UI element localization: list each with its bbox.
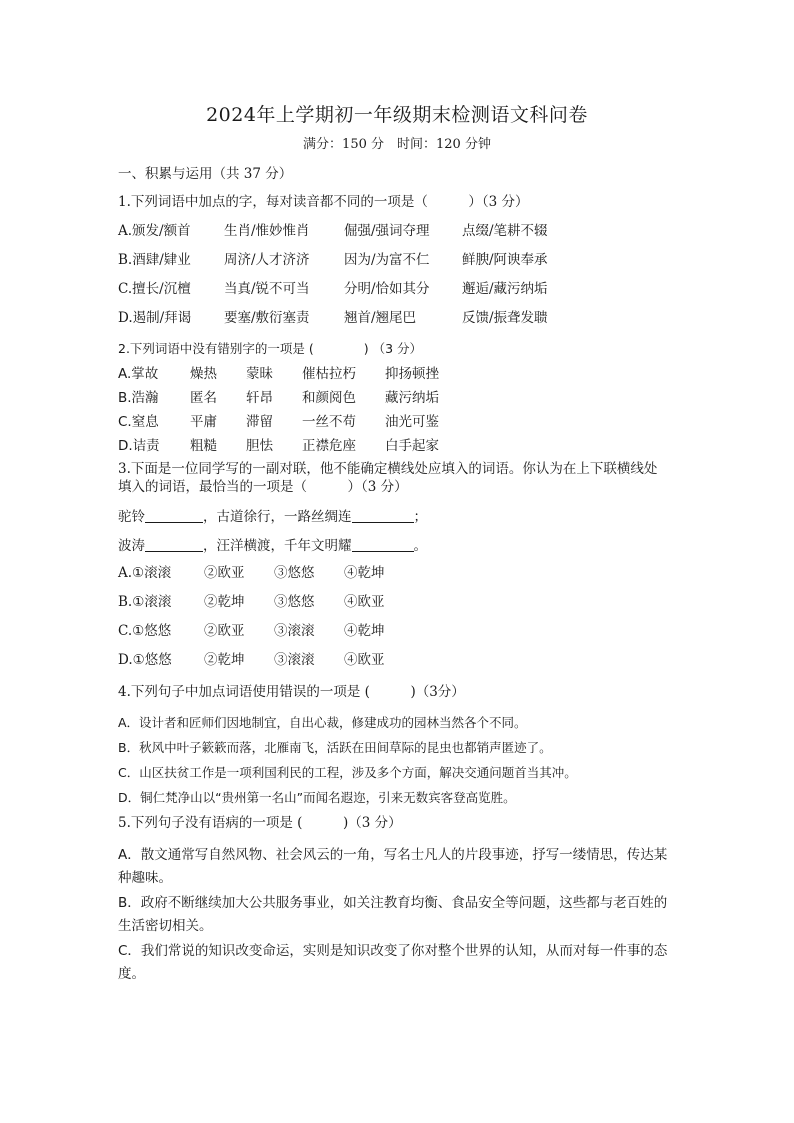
q1-option-cell: 倔强/强词夺理: [344, 223, 430, 239]
q2-option-cell: D.诘责: [118, 438, 160, 454]
q2-option-cell: C.窒息: [118, 414, 159, 430]
q2-option-cell: 粗糙: [190, 438, 217, 454]
couplet-text: 波涛: [118, 538, 145, 554]
q1-option-cell: 鲜腴/阿谀奉承: [462, 252, 548, 268]
couplet-text: ；: [413, 509, 427, 525]
q2-option-cell: 油光可鉴: [385, 414, 439, 430]
q3-option-cell: ③悠悠: [274, 594, 315, 610]
q1-option-cell: A.颁发/额首: [118, 223, 191, 239]
q4-option: A．设计者和匠师们因地制宜，自出心裁，修建成功的园林当然各个不同。: [118, 715, 527, 730]
q5-option: B．政府不断继续加大公共服务事业，如关注教育均衡、食品安全等问题，这些都与老百姓的生活密切相关。: [118, 895, 668, 934]
q2-option-cell: 平庸: [190, 414, 217, 430]
q3-stem-line1: 3.下面是一位同学写的一副对联，他不能确定横线处应填入的词语。你认为在上下联横线处: [118, 461, 658, 477]
q1-stem: 1.下列词语中加点的字，每对读音都不同的一项是（ ）（3 分）: [118, 194, 529, 210]
q2-option-cell: 燥热: [190, 366, 217, 382]
couplet-text: 驼铃: [118, 509, 145, 525]
q4-option: B．秋风中叶子簌簌而落，北雁南飞，活跃在田间草际的昆虫也都销声匿迹了。: [118, 740, 552, 755]
couplet-text: ，古道徐行，一路丝绸连: [203, 509, 352, 525]
exam-subtitle: 满分：150 分 时间：120 分钟: [303, 137, 491, 152]
q2-option-cell: 胆怯: [246, 438, 273, 454]
section-heading: 一、积累与运用（共 37 分）: [118, 166, 293, 182]
couplet-text: ，汪洋横渡，千年文明耀: [203, 538, 352, 554]
q3-option-cell: B.①滚滚: [118, 594, 172, 610]
q3-option-cell: ③滚滚: [274, 623, 315, 639]
answer-blank: [145, 508, 203, 523]
q4-option: D．铜仁梵净山以“贵州第一名山”而闻名遐迩，引来无数宾客登高览胜。: [118, 790, 516, 805]
q1-option-cell: D.遏制/拜谒: [118, 310, 192, 326]
q5-stem: 5.下列句子没有语病的一项是 ( )（3 分）: [118, 815, 402, 831]
q3-option-cell: C.①悠悠: [118, 623, 172, 639]
q2-option-cell: 藏污纳垢: [385, 390, 439, 406]
q3-couplet-upper: [118, 505, 427, 525]
q2-option-cell: 催枯拉朽: [302, 366, 356, 382]
q3-option-cell: D.①悠悠: [118, 652, 172, 668]
exam-title: 2024年上学期初一年级期末检测语文科问卷: [206, 104, 588, 126]
q1-option-cell: 邂逅/藏污纳垢: [462, 281, 548, 297]
q2-option-cell: 一丝不苟: [302, 414, 356, 430]
q3-option-cell: ②乾坤: [204, 652, 245, 668]
answer-blank: [352, 537, 414, 552]
q3-option-cell: A.①滚滚: [118, 565, 172, 581]
q1-option-cell: 点缀/笔耕不辍: [462, 223, 548, 239]
q1-option-cell: B.酒肆/肄业: [118, 252, 191, 268]
q3-couplet-lower: [118, 534, 427, 554]
q1-option-cell: 生肖/惟妙惟肖: [224, 223, 310, 239]
q2-option-cell: 白手起家: [385, 438, 439, 454]
q1-option-cell: 当真/锐不可当: [224, 281, 310, 297]
q1-option-cell: 周济/人才济济: [224, 252, 310, 268]
q1-option-cell: 分明/恰如其分: [344, 281, 430, 297]
q2-stem: 2.下列词语中没有错别字的一项是 ( ) （3 分）: [118, 341, 423, 356]
q2-option-cell: 蒙昧: [246, 366, 273, 382]
q3-option-cell: ②乾坤: [204, 594, 245, 610]
answer-blank: [145, 537, 203, 552]
q4-option: C．山区扶贫工作是一项利国利民的工程，涉及多个方面，解决交通问题首当其冲。: [118, 765, 577, 780]
q2-option-cell: 和颜阅色: [302, 390, 356, 406]
q1-option-cell: 翘首/翘尾巴: [344, 310, 417, 326]
q3-stem-line2: 填入的词语，最恰当的一项是（ ）（3 分）: [118, 479, 408, 495]
q3-option-cell: ④乾坤: [344, 565, 385, 581]
q5-option: C．我们常说的知识改变命运，实则是知识改变了你对整个世界的认知，从而对每一件事的态度。: [118, 943, 668, 982]
q2-option-cell: B.浩瀚: [118, 390, 159, 406]
q2-option-cell: 正襟危座: [302, 438, 356, 454]
q1-option-cell: C.擅长/沉檀: [118, 281, 191, 297]
q4-stem: 4.下列句子中加点词语使用错误的一项是 ( )（3分）: [118, 684, 465, 700]
q1-option-cell: 因为/为富不仁: [344, 252, 430, 268]
q1-option-cell: 反馈/振聋发聩: [462, 310, 548, 326]
q2-option-cell: 轩昂: [246, 390, 273, 406]
q3-option-cell: ④欧亚: [344, 652, 385, 668]
q2-option-cell: 抑扬顿挫: [385, 366, 439, 382]
q3-option-cell: ④欧亚: [344, 594, 385, 610]
q2-option-cell: 匿名: [190, 390, 217, 406]
q2-option-cell: A.掌故: [118, 366, 159, 382]
q3-option-cell: ③滚滚: [274, 652, 315, 668]
q3-option-cell: ④乾坤: [344, 623, 385, 639]
q5-option: A．散文通常写自然风物、社会风云的一角，写名士凡人的片段事迹，抒写一缕情思，传达某种趣味。: [118, 847, 668, 886]
answer-blank: [352, 508, 414, 523]
q3-option-cell: ③悠悠: [274, 565, 315, 581]
q2-option-cell: 滞留: [246, 414, 273, 430]
couplet-text: 。: [413, 538, 427, 554]
q3-option-cell: ②欧亚: [204, 623, 245, 639]
q1-option-cell: 要塞/敷衍塞责: [224, 310, 310, 326]
q3-option-cell: ②欧亚: [204, 565, 245, 581]
